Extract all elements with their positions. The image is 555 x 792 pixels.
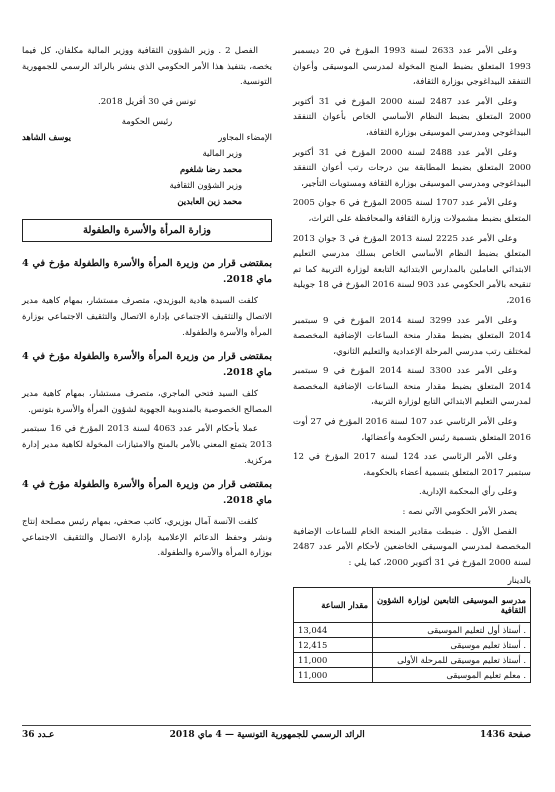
page-footer bbox=[22, 730, 531, 740]
grade-cell: . أستاذ تعليم موسيقى للمرحلة الأولى bbox=[373, 653, 531, 668]
table-header-row bbox=[294, 588, 531, 623]
overtime-rates-table bbox=[293, 587, 531, 683]
decision-heading: بمقتضى قرار من وزيرة المرأة والأسرة والطفولة مؤرخ في 4 ماي 2018. bbox=[22, 258, 272, 286]
visa-paragraph: وعلى الأمر عدد 2487 لسنة 2000 المؤرخ في 31 أكتوبر 2000 المتعلق بضبط النظام الأساسي الخاص بأعوان التنفقد البيداغوجي ومدرسي الموسيقى بوزارة الثقافة، bbox=[293, 96, 531, 138]
article-1: الفصل الأول . ضبطت مقادير المنحة الخام للساعات الإضافية المخصصة لمدرسي الموسيقى الخاضعين لأحكام الأمر عدد 2487 لسنة 2000 المؤرخ في 31 أكتوبر 2000، كما يلي : bbox=[293, 526, 531, 568]
amount-column-header: مقدار الساعة bbox=[294, 588, 373, 623]
visa-paragraph: وعلى رأي المحكمة الإدارية. bbox=[419, 487, 517, 498]
decision-body: كلف السيد فتحي الماجري، متصرف مستشار، بمهام كاهية مدير المصالح الخصوصية بالمندوبية الجهوية لشؤون المرأة والأسرة بتونس. bbox=[22, 389, 272, 415]
decision-heading: بمقتضى قرار من وزيرة المرأة والأسرة والطفولة مؤرخ في 4 ماي 2018. bbox=[22, 351, 272, 379]
decision-extra: عملا بأحكام الأمر عدد 4063 لسنة 2013 المؤرخ في 16 سبتمبر 2013 يتمتع المعني بالأمر بالمنح والامتيازات المخولة لكاهية مدير إدارة مركزية. bbox=[22, 424, 272, 466]
date-line: تونس في 30 أفريل 2018. bbox=[97, 96, 197, 107]
decision-heading: بمقتضى قرار من وزيرة المرأة والأسرة والطفولة مؤرخ في 4 ماي 2018. bbox=[22, 479, 272, 507]
decision-body: كلفت السيدة هادية البوزيدي، متصرف مستشار، بمهام كاهية مدير الاتصال والتثقيف الاجتماعي بإدارة الاتصال والتثقيف الاجتماعي بوزارة المرأة والأسرة والطفولة. bbox=[22, 296, 272, 338]
visa-paragraph: وعلى الأمر الرئاسي عدد 107 لسنة 2016 المؤرخ في 27 أوت 2016 المتعلق بتسمية رئيس الحكومة وأعضائها، bbox=[293, 417, 531, 443]
visa-paragraph: وعلى الأمر عدد 2225 لسنة 2013 المؤرخ في 3 جوان 2013 المتعلق بضبط النظام الأساسي الخاص بسلك مدرسي التعليم الابتدائي العاملين بالمدارس الابتدائية التابعة لوزارة التربية كما تم تنقيحه بالأمر الحكومي عدد 903 لسنة 2016 المؤرخ في 18 جويلية 2016، bbox=[293, 233, 532, 306]
amount-cell: 13,044 bbox=[294, 623, 373, 638]
grade-cell: . أستاذ أول لتعليم الموسيقى bbox=[373, 623, 531, 638]
finance-title: وزير المالية bbox=[202, 148, 242, 159]
culture-name: محمد زين العابدين bbox=[177, 196, 242, 207]
right-column bbox=[293, 44, 531, 683]
grade-cell: . أستاذ تعليم موسيقى bbox=[373, 638, 531, 653]
grade-column-header: مدرسو الموسيقى التابعين لوزارة الشؤون الثقافية bbox=[373, 588, 531, 623]
footer-divider bbox=[22, 725, 531, 726]
table-row bbox=[294, 638, 531, 653]
table-row bbox=[294, 653, 531, 668]
visa-paragraph: وعلى الأمر الرئاسي عدد 124 لسنة 2017 المؤرخ في 12 سبتمبر 2017 المتعلق بتسمية أعضاء بالحكومة، bbox=[293, 452, 531, 478]
table-row bbox=[294, 623, 531, 638]
currency-unit: بالدينار bbox=[507, 575, 531, 586]
left-column bbox=[22, 44, 272, 566]
amount-cell: 12,415 bbox=[294, 638, 373, 653]
pm-name: يوسف الشاهد bbox=[22, 132, 71, 143]
amount-cell: 11,000 bbox=[294, 653, 373, 668]
visa-paragraph: وعلى الأمر عدد 1707 لسنة 2005 المؤرخ في 6 جوان 2005 المتعلق بضبط مشمولات وزارة الثقافة والمحافظة على التراث، bbox=[293, 198, 531, 224]
culture-title: وزير الشؤون الثقافية bbox=[169, 180, 242, 191]
signature-row bbox=[22, 130, 272, 145]
countersign-label: الإمضاء المجاور bbox=[218, 132, 272, 143]
amount-cell: 11,000 bbox=[294, 668, 373, 683]
finance-name: محمد رضا شلغوم bbox=[179, 164, 242, 175]
decision-body: كلفت الآنسة آمال بوزيري، كاتب صحفي، بمهام رئيس مصلحة إنتاج ونشر وحفظ الدعائم الإعلامية بإدارة الاتصال والتثقيف الاجتماعي بوزارة المرأة والأسرة والطفولة. bbox=[22, 517, 272, 559]
article-2: الفصل 2 . وزير الشؤون الثقافية ووزير المالية مكلفان، كل فيما يخصه، بتنفيذ هذا الأمر الحكومي الذي ينشر بالرائد الرسمي للجمهورية التونسية. bbox=[22, 46, 272, 88]
countersign-block bbox=[22, 145, 272, 209]
page-number: صفحة 1436 bbox=[479, 730, 531, 740]
visa-paragraph: وعلى الأمر عدد 3299 لسنة 2014 المؤرخ في 9 سبتمبر 2014 المتعلق بضبط مقدار منحة الساعات الإضافية المخصصة لمختلف رتب مدرسي المرحلة الإعدادية والتعليم الثانوي، bbox=[293, 315, 531, 357]
issue-number: عـدد 36 bbox=[22, 730, 55, 740]
pm-title: رئيس الحكومة bbox=[121, 116, 173, 127]
enactment-line: يصدر الأمر الحكومي الآتي نصه : bbox=[402, 507, 517, 518]
grade-cell: . معلم تعليم الموسيقى bbox=[373, 668, 531, 683]
journal-title: الرائد الرسمي للجمهورية التونسية — 4 ماي 2018 bbox=[169, 730, 365, 740]
table-row bbox=[294, 668, 531, 683]
visa-paragraph: وعلى الأمر عدد 3300 لسنة 2014 المؤرخ في 9 سبتمبر 2014 المتعلق بضبط مقدار منحة الساعات الإضافية المخصصة لمدرسي التعليم الابتدائي التابع لوزارة التربية، bbox=[293, 366, 531, 408]
ministry-section-title: وزارة المرأة والأسرة والطفولة bbox=[22, 219, 272, 242]
visa-paragraph: وعلى الأمر عدد 2488 لسنة 2000 المؤرخ في 31 أكتوبر 2000 المتعلق بضبط المطابقة بين درجات رتب أعوان التنفقد البيداغوجي ومدرسي الموسيقى بوزارة الثقافة ومستويات التأجير، bbox=[293, 147, 531, 189]
visa-paragraph: وعلى الأمر عدد 2633 لسنة 1993 المؤرخ في 20 ديسمبر 1993 المتعلق بضبط المنح المخولة لمدرسي الموسيقى وأعوان التنفقد البيداغوجي بوزارة الثقافة، bbox=[293, 46, 531, 88]
